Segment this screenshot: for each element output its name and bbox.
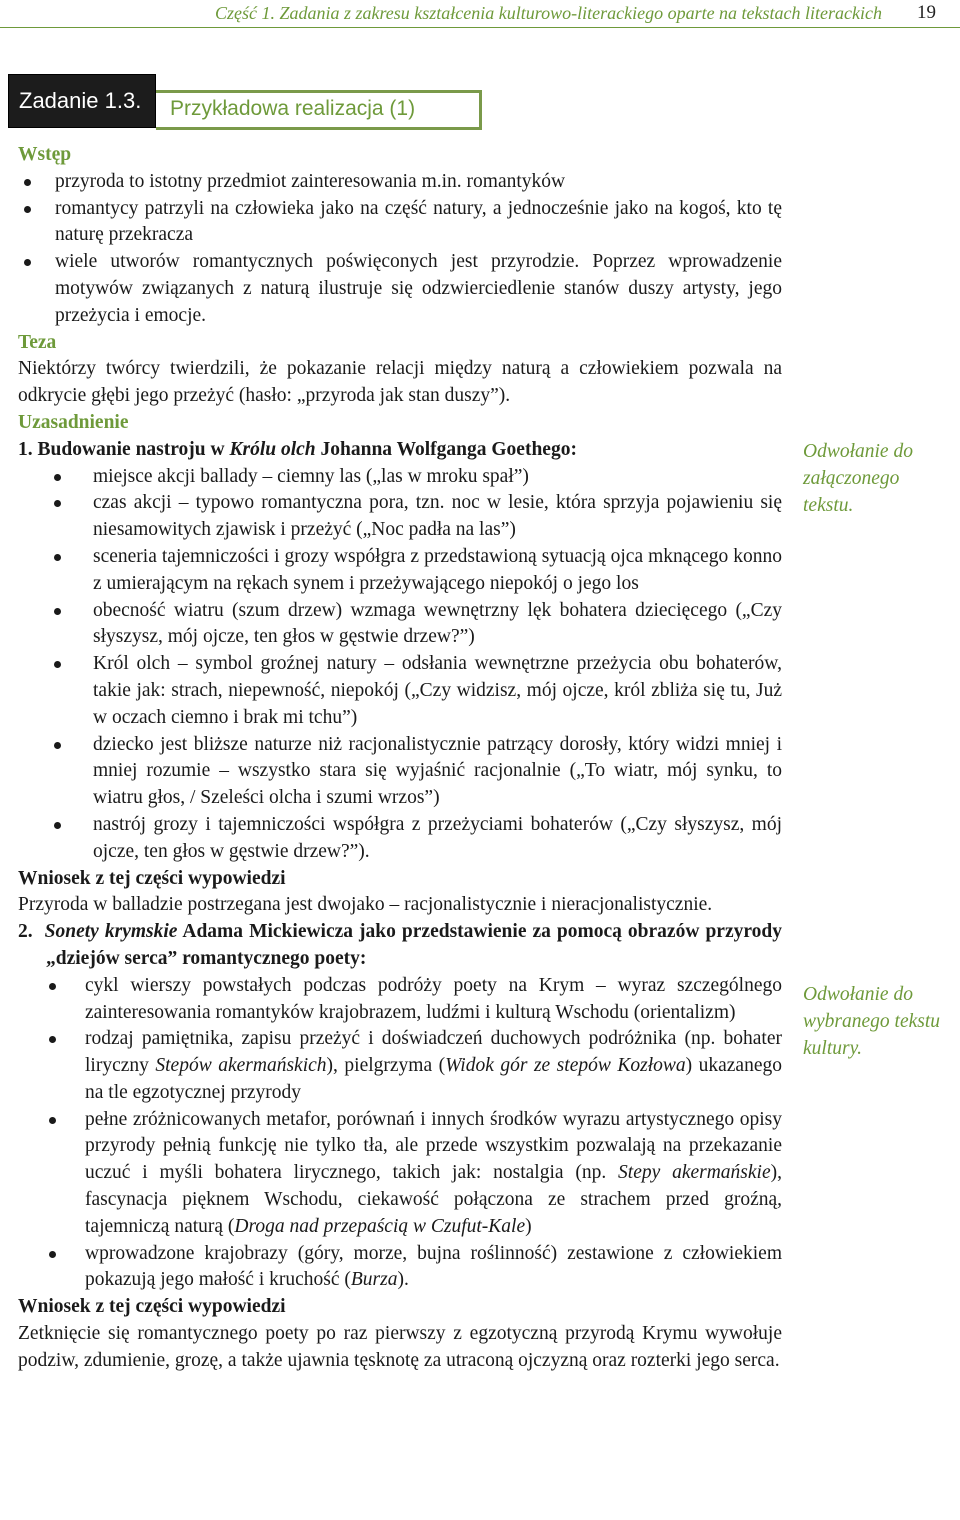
thesis-text: Niektórzy twórcy twierdzili, że pokazanie relacji między naturą a człowiekiem pozwala na odkrycie głębi jego przeżyć (hasło: „przyroda jak stan duszy”). — [18, 358, 782, 407]
list-item: romantycy patrzyli na człowieka jako na część natury, a jednocześnie jako na kogoś, kto tę naturę przekracza — [18, 196, 782, 250]
list-item: czas akcji – typowo romantyczna pora, tzn. noc w lesie, która sprzyja pojawieniu się niesamowitych zjawisk i przeżyć („Noc padła na las”) — [18, 490, 782, 544]
bullet-icon — [54, 822, 61, 829]
list-item: cykl wierszy powstałych podczas podróży poety na Krym – wyraz szczególnego zainteresowania romantyków krajobrazem, ludźmi i kulturą Wschodu (orientalizm) — [18, 973, 782, 1027]
list-item: wprowadzone krajobrazy (góry, morze, bujna roślinność) zestawione z człowiekiem pokazują jego małość i kruchość (Burza). — [18, 1241, 782, 1295]
bullet-icon — [54, 661, 61, 668]
list-item: miejsce akcji ballady – ciemny las („las w mroku spał”) — [18, 464, 782, 491]
list-item: dziecko jest bliższe naturze niż racjonalistycznie patrzący dorosły, który widzi mniej i mniej rozumie – wszystko stara się wyjaśnić racjonalnie („To wiatr, mój synku, to wiatru głos, / Szeleści olcha i szumi wrzos”) — [18, 732, 782, 812]
bullet-icon — [54, 608, 61, 615]
essay-body — [18, 142, 782, 1375]
intro-heading: Wstęp — [18, 144, 72, 165]
margin-note-chosen-text: Odwołanie do wybranego tekstu kultury. — [803, 984, 941, 1059]
bullet-icon — [49, 1117, 56, 1124]
section-1-list — [18, 464, 782, 866]
bullet-icon — [54, 554, 61, 561]
thesis-heading: Teza — [18, 331, 57, 353]
header-rule — [0, 27, 960, 28]
page-header — [0, 0, 960, 28]
bullet-icon — [24, 206, 31, 213]
section-2-title: 2. Sonety krymskie Adama Mickiewicza jako przedstawienie za pomocą obrazów przyrody „dziejów serca” romantycznego poety: — [18, 921, 782, 969]
section-1-conclusion-heading: Wniosek z tej części wypowiedzi — [18, 867, 286, 889]
bullet-icon — [49, 1251, 56, 1258]
section-1-title: 1. Budowanie nastroju w Królu olch Johanna Wolfganga Goethego: — [18, 438, 577, 460]
list-item: przyroda to istotny przedmiot zainteresowania m.in. romantyków — [18, 169, 782, 196]
section-2-conclusion-text: Zetknięcie się romantycznego poety po raz pierwszy z egzotyczną przyrodą Krymu wywołuje podziw, zdumienie, grozę, a także ujawnia tęsknotę za utraconą ojczyzną oraz rozterki jego serca. — [18, 1323, 782, 1371]
bullet-icon — [54, 474, 61, 481]
page-number: 19 — [917, 2, 936, 23]
task-label: Zadanie 1.3. — [19, 88, 142, 113]
list-item: rodzaj pamiętnika, zapisu przeżyć i doświadczeń duchowych podróżnika (np. bohater liryczny Stepów akermańskich), pielgrzyma (Widok gór ze stepów Kozłowa) ukazanego na tle egzotycznej przyrody — [18, 1026, 782, 1106]
list-item: nastrój grozy i tajemniczości współgra z przeżyciami bohaterów („Czy słyszysz, mój ojcze, ten głos w gęstwie drzew?”). — [18, 812, 782, 866]
bullet-icon — [49, 1036, 56, 1043]
list-item: Król olch – symbol groźnej natury – odsłania wewnętrzne przeżycia obu bohaterów, takie jak: strach, niepewność, niepokój („Czy widzisz, mój ojcze, król zbliża się tu, Już w oczach ciemno i brak mi tchu”) — [18, 651, 782, 731]
bullet-icon — [24, 179, 31, 186]
bullet-icon — [54, 742, 61, 749]
list-item: sceneria tajemniczości i grozy współgra z przedstawioną sytuacją ojca mknącego konno z umierającym na rękach synem i przeżywającego niepokój o jego los — [18, 544, 782, 598]
margin-note-attached-text: Odwołanie do załączonego tekstu. — [803, 441, 913, 516]
section-1-conclusion-text: Przyroda w balladzie postrzegana jest dwojako – racjonalistycznie i nieracjonalistycznie. — [18, 894, 713, 916]
bullet-icon — [49, 983, 56, 990]
realization-box — [156, 90, 482, 130]
task-label-box — [8, 74, 156, 128]
intro-list — [18, 169, 782, 330]
bullet-icon — [24, 259, 31, 266]
realization-label: Przykładowa realizacja (1) — [170, 97, 416, 120]
section-2-conclusion-heading: Wniosek z tej części wypowiedzi — [18, 1296, 286, 1318]
justification-heading: Uzasadnienie — [18, 411, 129, 433]
list-item: obecność wiatru (szum drzew) wzmaga wewnętrzny lęk bohatera dziecięcego („Czy słyszysz, mój ojcze, ten głos w gęstwie drzew?”) — [18, 598, 782, 652]
list-item: wiele utworów romantycznych poświęconych jest przyrodzie. Poprzez wprowadzenie motywów związanych z naturą ilustruje się odzwierciedlenie stanów duszy artysty, jego przeżycia i emocje. — [18, 249, 782, 329]
running-title: Część 1. Zadania z zakresu kształcenia kulturowo-literackiego oparte na tekstach literackich — [214, 3, 882, 23]
section-2-list — [18, 973, 782, 1295]
bullet-icon — [54, 500, 61, 507]
list-item: pełne zróżnicowanych metafor, porównań i innych środków wyrazu artystycznego opisy przyrody pełnią funkcję nie tylko tła, ale przede wszystkim pozwalają na przekazanie uczuć i myśli bohatera lirycznego, takich jak: nostalgia (np. Stepy akermańskie), fascynacja pięknem Wschodu, ciekawość połączona ze strachem przed groźną, tajemniczą naturą (Droga nad przepaścią w Czufut-Kale) — [18, 1107, 782, 1241]
